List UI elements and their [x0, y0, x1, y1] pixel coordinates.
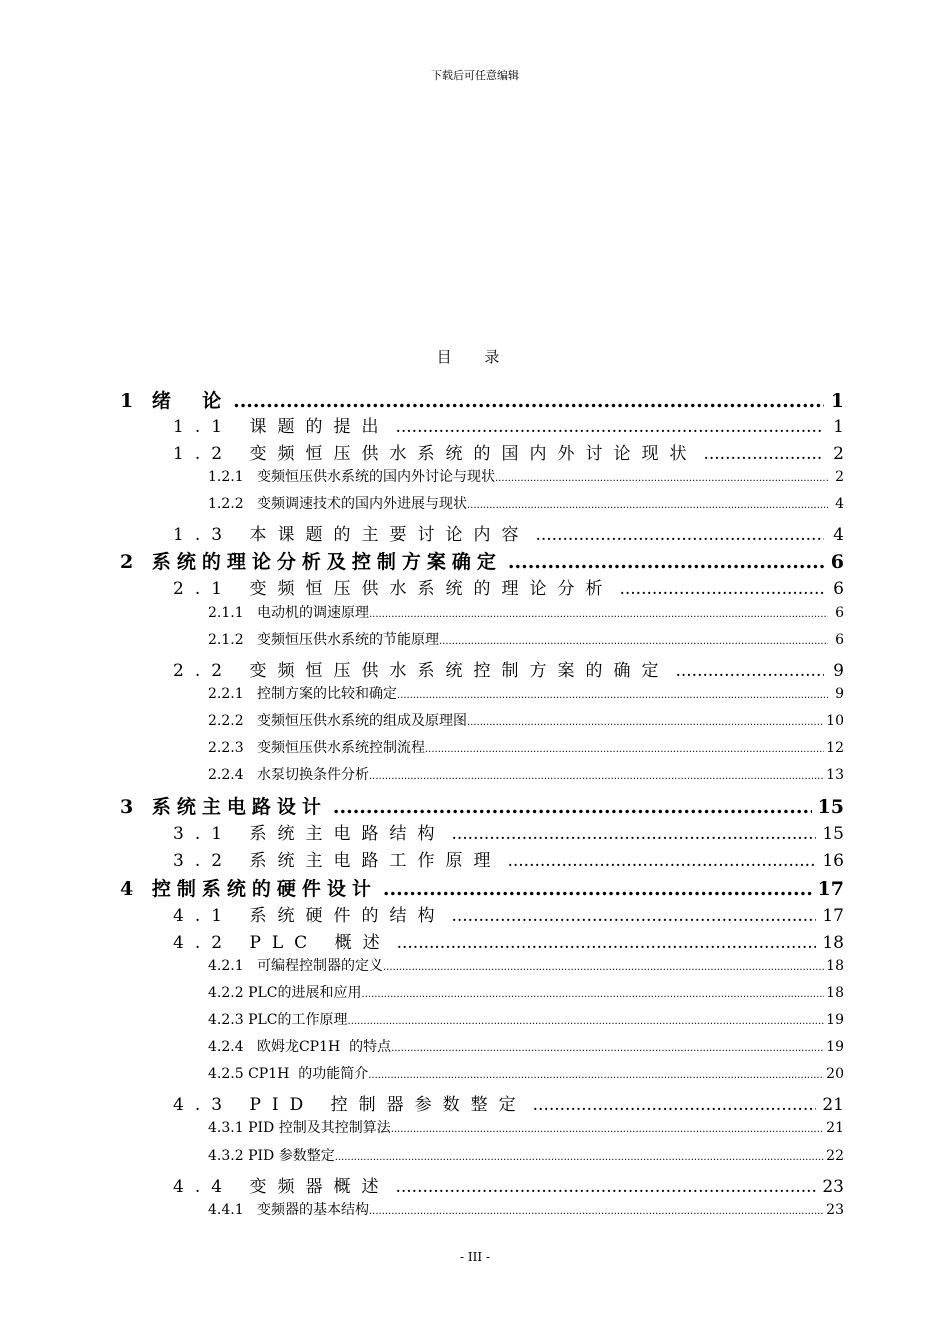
toc-entry-page: 19 — [826, 1012, 844, 1028]
toc-entry-page: 17 — [822, 906, 844, 926]
toc-entry-page: 2 — [835, 469, 844, 485]
toc-entry[interactable] — [120, 792, 844, 819]
toc-entry-page: 17 — [817, 878, 844, 900]
toc-entry-page: 18 — [826, 985, 844, 1001]
toc-entry-label: 4.4.1 变频器的基本结构 — [208, 1202, 369, 1218]
toc-entry[interactable] — [173, 819, 844, 844]
toc-entry[interactable] — [208, 1009, 844, 1029]
toc-dot-leader — [467, 500, 828, 511]
toc-dot-leader — [533, 1095, 817, 1115]
toc-entry[interactable] — [208, 602, 844, 622]
toc-dot-leader — [368, 1070, 824, 1081]
toc-entry[interactable] — [208, 493, 844, 513]
toc-entry-label: 2.2.1 控制方案的比较和确定 — [208, 686, 397, 702]
toc-entry[interactable] — [173, 656, 844, 681]
toc-entry[interactable] — [208, 764, 844, 784]
toc-entry-label: 1 绪 论 — [120, 390, 228, 412]
toc-entry[interactable] — [120, 386, 844, 413]
toc-entry-page: 21 — [826, 1120, 844, 1136]
toc-entry-page: 4 — [835, 496, 844, 512]
toc-entry-page: 20 — [826, 1066, 844, 1082]
toc-entry-label: 4.4 变频器概述 — [173, 1177, 390, 1197]
toc-dot-leader — [439, 636, 828, 647]
toc-dot-leader — [369, 609, 828, 620]
toc-entry-label: 4.3.2 PID 参数整定 — [208, 1148, 335, 1164]
toc-entry-label: 3.1 系统主电路结构 — [173, 824, 446, 844]
toc-entry-label: 1.1 课题的提出 — [173, 417, 390, 437]
toc-dot-leader — [535, 525, 824, 545]
toc-entry[interactable] — [208, 1117, 844, 1137]
toc-entry-page: 12 — [826, 740, 844, 756]
toc-entry[interactable] — [208, 982, 844, 1002]
toc-entry-label: 2.1.2 变频恒压供水系统的节能原理 — [208, 632, 439, 648]
toc-dot-leader — [391, 1043, 824, 1054]
toc-entry-label: 1.2 变频恒压供水系统的国内外讨论现状 — [173, 444, 698, 464]
toc-dot-leader — [391, 1124, 824, 1135]
toc-entry[interactable] — [208, 466, 844, 486]
toc-entry[interactable] — [173, 520, 844, 545]
toc-entry[interactable] — [208, 683, 844, 703]
toc-entry[interactable] — [173, 1172, 844, 1197]
toc-entry-label: 4.2.5 CP1H 的功能简介 — [208, 1066, 369, 1082]
toc-dot-leader — [348, 1016, 825, 1027]
toc-entry[interactable] — [208, 1145, 844, 1165]
toc-entry[interactable] — [120, 547, 844, 574]
toc-entry[interactable] — [173, 928, 844, 953]
toc-entry-label: 2.2.2 变频恒压供水系统的组成及原理图 — [208, 713, 467, 729]
toc-entry-page: 15 — [822, 824, 844, 844]
toc-entry-page: 1 — [830, 390, 844, 412]
toc-entry-page: 6 — [835, 632, 844, 648]
toc-dot-leader — [335, 1152, 824, 1163]
toc-entry-label: 4.2.3 PLC的工作原理 — [208, 1012, 348, 1028]
toc-entry-page: 16 — [822, 851, 844, 871]
toc-title: 目 录 — [436, 348, 514, 366]
toc-entry-label: 3.2 系统主电路工作原理 — [173, 851, 502, 871]
toc-entry-label: 1.3 本课题的主要讨论内容 — [173, 525, 530, 545]
toc-entry-label: 4.2.4 欧姆龙CP1H 的特点 — [208, 1039, 392, 1055]
toc-entry-page: 9 — [835, 686, 844, 702]
toc-dot-leader — [507, 851, 816, 871]
toc-entry-label: 4 控制系统的硬件设计 — [120, 878, 377, 900]
toc-entry-label: 4.2.2 PLC的进展和应用 — [208, 985, 362, 1001]
toc-entry[interactable] — [173, 1090, 844, 1115]
toc-dot-leader — [451, 906, 816, 926]
toc-dot-leader — [369, 771, 824, 782]
toc-entry-page: 6 — [835, 605, 844, 621]
toc-entry-label: 4.3 PID 控制器参数整定 — [173, 1095, 527, 1115]
toc-dot-leader — [397, 933, 817, 953]
toc-entry-page: 4 — [833, 525, 844, 545]
toc-dot-leader — [362, 989, 825, 1000]
toc-dot-leader — [397, 690, 828, 701]
toc-dot-leader — [467, 717, 824, 728]
toc-dot-leader — [703, 444, 824, 464]
toc-dot-leader — [233, 390, 824, 412]
toc-entry-page: 1 — [833, 417, 844, 437]
toc-entry-label: 3 系统主电路设计 — [120, 796, 327, 818]
toc-entry-page: 9 — [833, 661, 844, 681]
toc-entry[interactable] — [208, 1199, 844, 1219]
toc-entry-page: 23 — [826, 1202, 844, 1218]
toc-entry-page: 6 — [833, 579, 844, 599]
toc-entry[interactable] — [208, 1036, 844, 1056]
toc-entry[interactable] — [208, 955, 844, 975]
toc-entry-label: 2.2.4 水泵切换条件分析 — [208, 767, 369, 783]
toc-entry-page: 19 — [826, 1039, 844, 1055]
toc-entry[interactable] — [173, 412, 844, 437]
toc-entry-label: 4.2.1 可编程控制器的定义 — [208, 958, 383, 974]
toc-dot-leader — [395, 1177, 816, 1197]
toc-dot-leader — [675, 661, 824, 681]
toc-dot-leader — [425, 744, 824, 755]
toc-entry[interactable] — [208, 710, 844, 730]
toc-entry-label: 2.1.1 电动机的调速原理 — [208, 605, 369, 621]
toc-entry[interactable] — [208, 737, 844, 757]
toc-dot-leader — [451, 824, 816, 844]
toc-entry[interactable] — [208, 629, 844, 649]
toc-entry-page: 18 — [822, 933, 844, 953]
toc-entry-label: 4.1 系统硬件的结构 — [173, 906, 446, 926]
toc-entry-page: 21 — [822, 1095, 844, 1115]
toc-dot-leader — [395, 417, 824, 437]
toc-entry-page: 22 — [826, 1148, 844, 1164]
toc-dot-leader — [369, 1206, 824, 1217]
toc-entry-page: 2 — [833, 444, 844, 464]
toc-entry-page: 13 — [826, 767, 844, 783]
toc-dot-leader — [383, 878, 812, 900]
page-number-footer: - III - — [460, 1250, 490, 1264]
toc-entry-label: 2 系统的理论分析及控制方案确定 — [120, 551, 502, 573]
page-header: 下载后可任意编辑 — [431, 69, 519, 82]
toc-entry-page: 10 — [826, 713, 844, 729]
toc-entry-page: 6 — [830, 551, 844, 573]
toc-entry-page: 23 — [822, 1177, 844, 1197]
toc-entry-label: 2.1 变频恒压供水系统的理论分析 — [173, 579, 614, 599]
toc-entry-label: 2.2.3 变频恒压供水系统控制流程 — [208, 740, 425, 756]
toc-entry-label: 2.2 变频恒压供水系统控制方案的确定 — [173, 661, 670, 681]
toc-entry[interactable] — [173, 901, 844, 926]
toc-entry-page: 18 — [826, 958, 844, 974]
toc-entry[interactable] — [208, 1063, 844, 1083]
toc-entry[interactable] — [173, 846, 844, 871]
toc-dot-leader — [495, 473, 828, 484]
toc-entry-label: 4.2 PLC 概述 — [173, 933, 391, 953]
toc-dot-leader — [508, 551, 824, 573]
toc-entry-label: 1.2.2 变频调速技术的国内外进展与现状 — [208, 496, 467, 512]
toc-entry-page: 15 — [817, 796, 844, 818]
toc-entry[interactable] — [173, 439, 844, 464]
toc-entry[interactable] — [173, 574, 844, 599]
toc-dot-leader — [619, 579, 824, 599]
toc-entry[interactable] — [120, 874, 844, 901]
toc-entry-label: 1.2.1 变频恒压供水系统的国内外讨论与现状 — [208, 469, 495, 485]
toc-dot-leader — [333, 796, 812, 818]
toc-entry-label: 4.3.1 PID 控制及其控制算法 — [208, 1120, 391, 1136]
toc-dot-leader — [383, 962, 824, 973]
